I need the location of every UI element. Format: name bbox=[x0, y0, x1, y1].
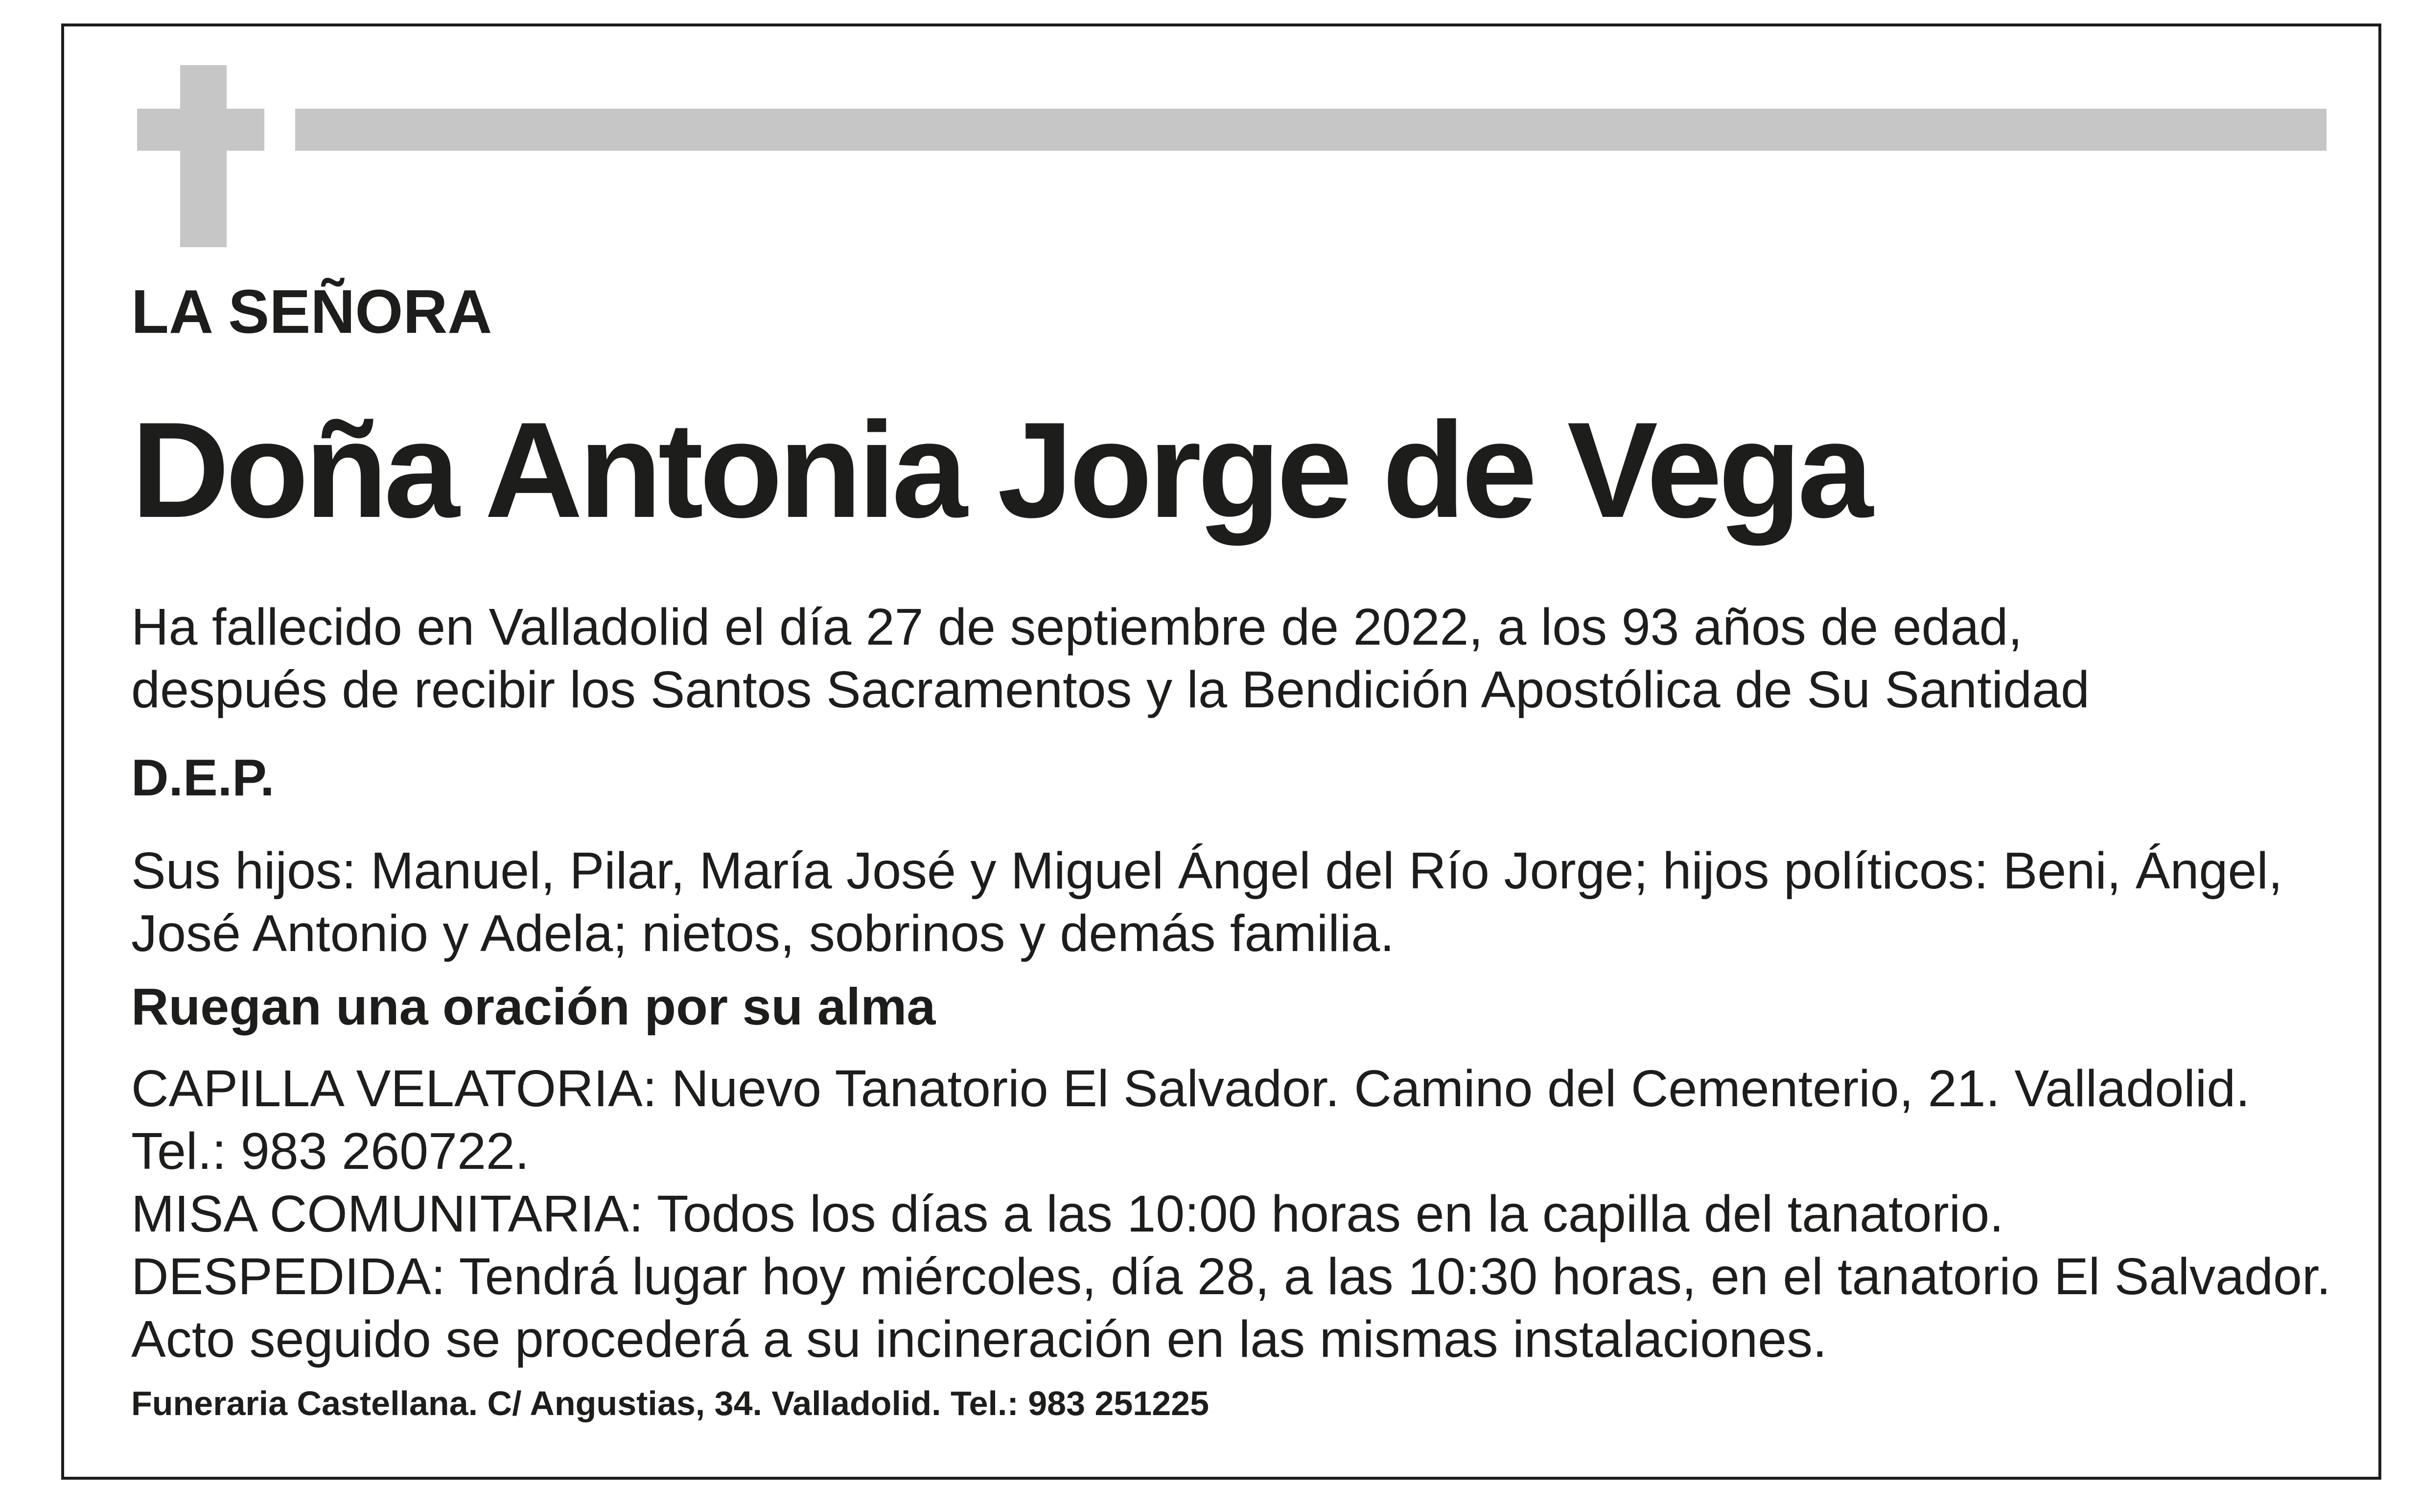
prayer-request: Ruegan una oración por su alma bbox=[131, 978, 936, 1036]
header-rule bbox=[295, 109, 2327, 151]
details-line: DESPEDIDA: Tendrá lugar hoy miércoles, día 28, a las 10:30 horas, en el tanatorio El Salvador. bbox=[131, 1248, 2331, 1305]
details-line: Acto seguido se procederá a su incineración en las mismas instalaciones. bbox=[131, 1310, 1827, 1368]
cross-icon-arm bbox=[137, 109, 264, 151]
announcement-paragraph bbox=[131, 596, 2090, 721]
family-line: Sus hijos: Manuel, Pilar, María José y Miguel Ángel del Río Jorge; hijos políticos: Beni, Ángel, bbox=[131, 842, 2283, 900]
family-paragraph bbox=[131, 839, 2282, 965]
notice-title: LA SEÑORA bbox=[131, 277, 492, 346]
deceased-name: Doña Antonia Jorge de Vega bbox=[131, 394, 1869, 546]
announcement-line: Ha fallecido en Valladolid el día 27 de septiembre de 2022, a los 93 años de edad, bbox=[131, 598, 2023, 656]
details-line: Tel.: 983 260722. bbox=[131, 1122, 530, 1180]
announcement-line: después de recibir los Santos Sacramentos y la Bendición Apostólica de Su Santidad bbox=[131, 661, 2090, 719]
details-line: CAPILLA VELATORIA: Nuevo Tanatorio El Salvador. Camino del Cementerio, 21. Valladolid. bbox=[131, 1060, 2250, 1117]
rip-label: D.E.P. bbox=[131, 749, 275, 807]
funeral-home-footer: Funeraria Castellana. C/ Angustias, 34. Valladolid. Tel.: 983 251225 bbox=[131, 1384, 1210, 1422]
service-details bbox=[131, 1057, 2331, 1371]
cross-icon bbox=[180, 65, 227, 247]
family-line: José Antonio y Adela; nietos, sobrinos y demás familia. bbox=[131, 905, 1395, 962]
details-line: MISA COMUNITARIA: Todos los días a las 10:00 horas en la capilla del tanatorio. bbox=[131, 1185, 2004, 1243]
